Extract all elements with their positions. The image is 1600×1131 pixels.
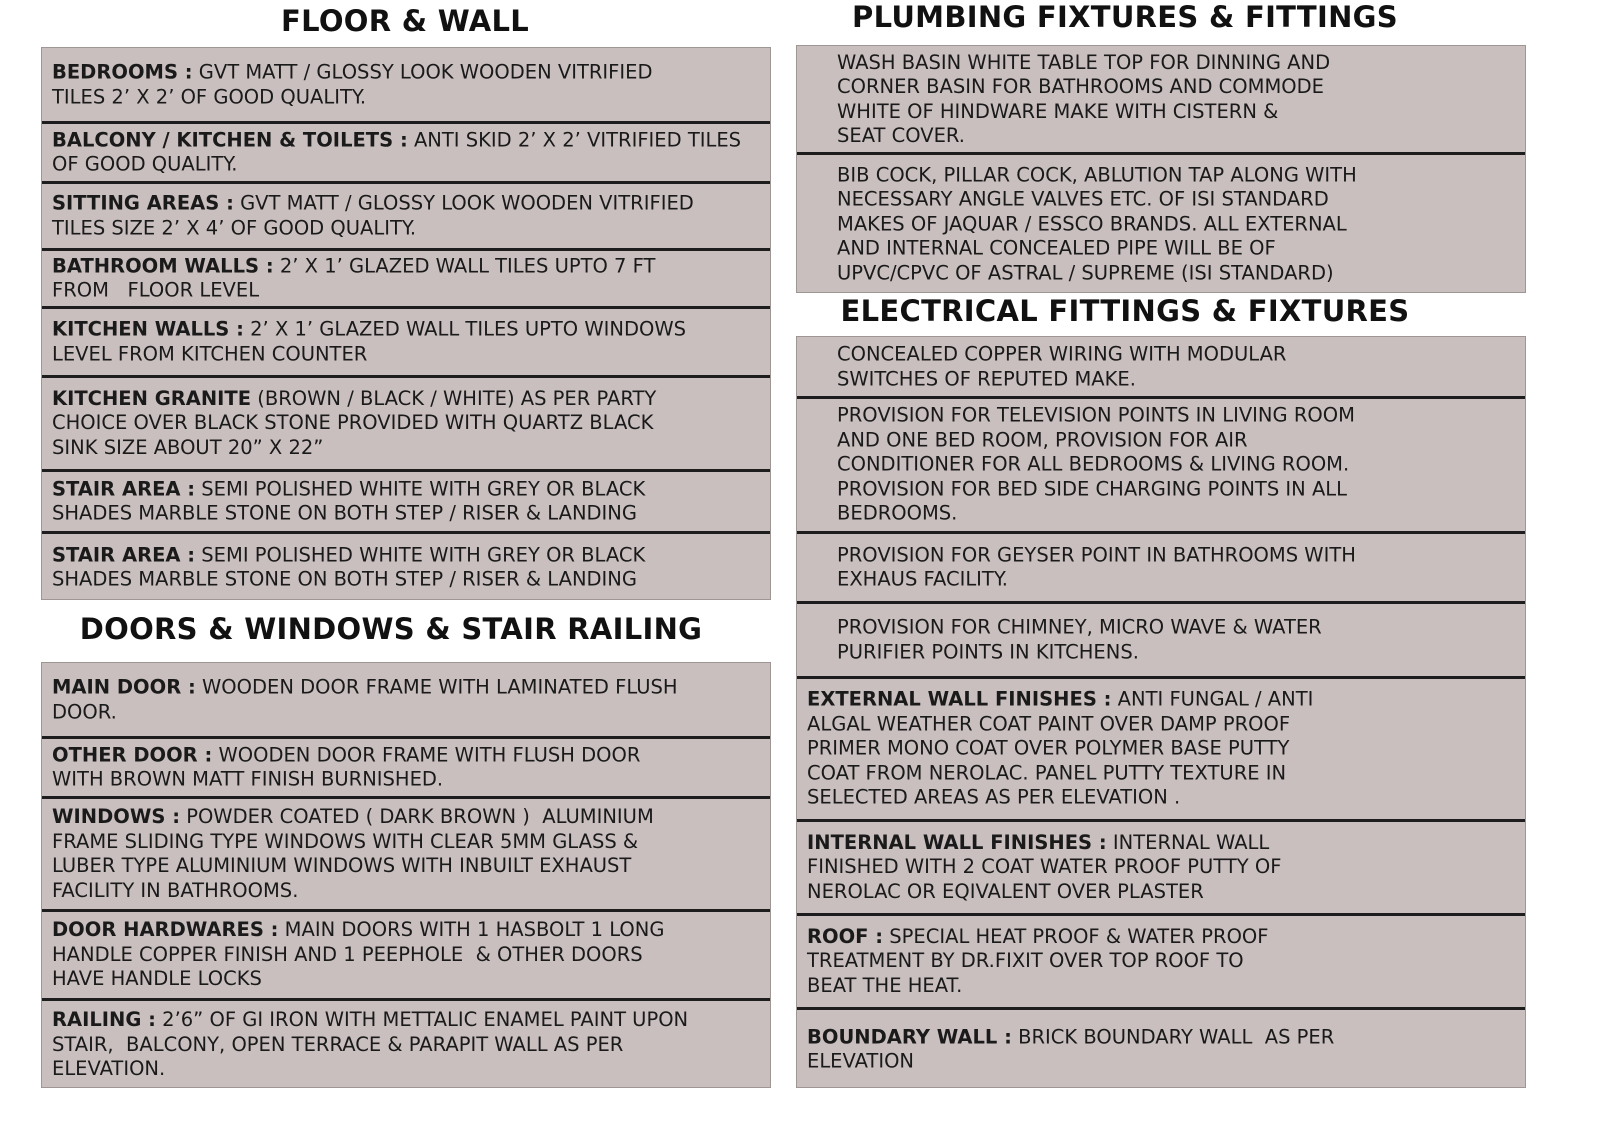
item-text: TREATMENT BY DR.FIXIT OVER TOP ROOF TO: [807, 949, 1244, 973]
item-text: 2’ X 1’ GLAZED WALL TILES UPTO WINDOWS: [243, 317, 686, 341]
item-text: CONCEALED COPPER WIRING WITH MODULAR: [837, 342, 1287, 366]
item-text: SEMI POLISHED WHITE WITH GREY OR BLACK: [195, 542, 646, 566]
item-line: [52, 153, 741, 178]
item-line: [837, 367, 1286, 392]
floor-wall-item: [42, 469, 770, 531]
item-text: FACILITY IN BATHROOMS.: [52, 878, 299, 902]
doors-windows-item: [42, 796, 770, 909]
floor-wall-box: [41, 47, 771, 600]
doors-windows-item: [42, 664, 770, 736]
floor-wall-item: [42, 306, 770, 375]
item-line: [837, 640, 1322, 665]
item-text: ELEVATION.: [52, 1057, 166, 1081]
item-text: WOODEN DOOR FRAME WITH LAMINATED FLUSH: [195, 675, 678, 699]
item-text: ELEVATION: [807, 1049, 915, 1073]
item-line: [837, 100, 1330, 125]
item-label: INTERNAL WALL FINISHES :: [807, 830, 1107, 854]
item-line: [52, 854, 654, 879]
item-text: CHOICE OVER BLACK STONE PROVIDED WITH QUARTZ BLACK: [52, 411, 654, 435]
item-text: SPECIAL HEAT PROOF & WATER PROOF: [883, 924, 1269, 948]
item-line: [807, 1050, 1334, 1075]
item-line: [52, 1057, 688, 1082]
item-line: [837, 50, 1330, 75]
item-text: PROVISION FOR CHIMNEY, MICRO WAVE & WATER: [837, 615, 1322, 639]
item-label: STAIR AREA :: [52, 476, 196, 500]
item-line: [52, 1033, 688, 1058]
floor-wall-item: [42, 531, 770, 601]
electrical-item: [797, 338, 1525, 396]
item-line: [52, 477, 645, 502]
item-text: AND INTERNAL CONCEALED PIPE WILL BE OF: [837, 236, 1276, 260]
item-line: [52, 879, 654, 904]
item-text: MAKES OF JAQUAR / ESSCO BRANDS. ALL EXTERNAL: [837, 212, 1347, 236]
doors-windows-box: [41, 662, 771, 1088]
item-label: ROOF :: [807, 924, 884, 948]
item-label: WINDOWS :: [52, 804, 180, 828]
item-line: [52, 216, 694, 241]
floor-wall-item: [42, 248, 770, 306]
item-line: [52, 436, 656, 461]
item-text: AND ONE BED ROOM, PROVISION FOR AIR: [837, 428, 1248, 452]
item-text: HAVE HANDLE LOCKS: [52, 967, 262, 991]
plumbing-box: [796, 45, 1526, 293]
electrical-item: [797, 819, 1525, 913]
item-text: EXHAUS FACILITY.: [837, 567, 1009, 591]
item-text: WOODEN DOOR FRAME WITH FLUSH DOOR: [212, 742, 641, 766]
item-line: [52, 568, 645, 593]
item-line: [52, 1008, 688, 1033]
item-line: [52, 317, 686, 342]
item-line: [837, 404, 1355, 429]
item-text: FROM FLOOR LEVEL: [52, 278, 260, 302]
item-line: [837, 453, 1355, 478]
item-text: WASH BASIN WHITE TABLE TOP FOR DINNING AND: [837, 50, 1331, 74]
item-text: ANTI SKID 2’ X 2’ VITRIFIED TILES: [407, 127, 742, 151]
plumbing-item: [797, 152, 1525, 294]
item-text: PRIMER MONO COAT OVER POLYMER BASE PUTTY: [807, 736, 1290, 760]
item-text: SHADES MARBLE STONE ON BOTH STEP / RISER & LANDING: [52, 501, 637, 525]
item-label: DOOR HARDWARES :: [52, 918, 279, 942]
item-line: [52, 128, 741, 153]
floor-wall-heading: FLOOR & WALL: [280, 4, 530, 38]
item-text: WITH BROWN MATT FINISH BURNISHED.: [52, 767, 444, 791]
electrical-box: [796, 336, 1526, 1088]
item-text: STAIR, BALCONY, OPEN TERRACE & PARAPIT WALL AS PER: [52, 1032, 624, 1056]
electrical-item: [797, 396, 1525, 531]
item-text: ALGAL WEATHER COAT PAINT OVER DAMP PROOF: [807, 712, 1291, 736]
item-text: NECESSARY ANGLE VALVES ETC. OF ISI STANDARD: [837, 187, 1329, 211]
item-text: NEROLAC OR EQIVALENT OVER PLASTER: [807, 879, 1204, 903]
item-line: [52, 411, 656, 436]
item-line: [52, 829, 654, 854]
item-line: [837, 502, 1355, 527]
item-text: DOOR.: [52, 700, 117, 723]
item-text: COAT FROM NEROLAC. PANEL PUTTY TEXTURE IN: [807, 761, 1287, 785]
floor-wall-item: [42, 181, 770, 248]
item-line: [807, 855, 1281, 880]
item-line: [837, 615, 1322, 640]
item-text: (BROWN / BLACK / WHITE) AS PER PARTY: [251, 386, 657, 410]
item-text: PROVISION FOR GEYSER POINT IN BATHROOMS WITH: [837, 542, 1356, 566]
item-text: WHITE OF HINDWARE MAKE WITH CISTERN &: [837, 99, 1279, 123]
item-text: MAIN DOORS WITH 1 HASBOLT 1 LONG: [278, 918, 665, 942]
item-text: BEDROOMS.: [837, 501, 958, 525]
plumbing-heading: PLUMBING FIXTURES & FITTINGS: [852, 0, 1398, 34]
item-label: EXTERNAL WALL FINISHES :: [807, 687, 1112, 711]
item-text: BIB COCK, PILLAR COCK, ABLUTION TAP ALONG WITH: [837, 163, 1357, 187]
item-label: BALCONY / KITCHEN & TOILETS :: [52, 127, 408, 151]
item-text: GVT MATT / GLOSSY LOOK WOODEN VITRIFIED: [192, 60, 653, 84]
item-text: LEVEL FROM KITCHEN COUNTER: [52, 342, 368, 365]
floor-wall-item: [42, 121, 770, 181]
item-text: OF GOOD QUALITY.: [52, 152, 238, 176]
item-text: PROVISION FOR BED SIDE CHARGING POINTS IN ALL: [837, 477, 1348, 501]
item-line: [807, 786, 1313, 811]
item-text: GVT MATT / GLOSSY LOOK WOODEN VITRIFIED: [233, 191, 694, 215]
item-text: FRAME SLIDING TYPE WINDOWS WITH CLEAR 5MM GLASS &: [52, 829, 639, 853]
item-line: [52, 918, 664, 943]
item-text: FINISHED WITH 2 COAT WATER PROOF PUTTY OF: [807, 855, 1282, 879]
item-line: [837, 163, 1357, 188]
item-label: OTHER DOOR :: [52, 742, 213, 766]
item-text: TILES SIZE 2’ X 4’ OF GOOD QUALITY.: [52, 216, 417, 239]
electrical-item: [797, 676, 1525, 819]
item-text: CONDITIONER FOR ALL BEDROOMS & LIVING ROOM.: [837, 452, 1350, 476]
item-text: SINK SIZE ABOUT 20” X 22”: [52, 435, 324, 459]
item-line: [837, 237, 1357, 262]
item-label: BATHROOM WALLS :: [52, 253, 274, 277]
item-line: [837, 428, 1355, 453]
item-line: [52, 85, 653, 110]
item-label: BEDROOMS :: [52, 60, 193, 84]
item-line: [52, 387, 656, 412]
item-line: [52, 967, 664, 992]
floor-wall-item: [42, 375, 770, 469]
item-line: [807, 688, 1313, 713]
item-line: [52, 60, 653, 85]
item-line: [807, 949, 1269, 974]
item-line: [837, 188, 1357, 213]
item-label: BOUNDARY WALL :: [807, 1024, 1012, 1048]
item-line: [837, 75, 1330, 100]
item-line: [52, 191, 694, 216]
item-label: STAIR AREA :: [52, 542, 196, 566]
doors-windows-item: [42, 909, 770, 998]
item-label: KITCHEN GRANITE: [52, 386, 252, 410]
item-text: SWITCHES OF REPUTED MAKE.: [837, 367, 1136, 390]
item-line: [52, 254, 655, 279]
item-line: [52, 743, 640, 768]
item-text: ANTI FUNGAL / ANTI: [1111, 687, 1314, 711]
plumbing-item: [797, 47, 1525, 152]
item-label: KITCHEN WALLS :: [52, 317, 244, 341]
electrical-item: [797, 531, 1525, 601]
item-text: CORNER BASIN FOR BATHROOMS AND COMMODE: [837, 74, 1324, 98]
item-text: TILES 2’ X 2’ OF GOOD QUALITY.: [52, 85, 367, 108]
item-line: [52, 543, 645, 568]
item-text: UPVC/CPVC OF ASTRAL / SUPREME (ISI STANDARD): [837, 261, 1334, 285]
item-text: HANDLE COPPER FINISH AND 1 PEEPHOLE & OTHER DOORS: [52, 942, 643, 966]
item-text: BEAT THE HEAT.: [807, 973, 963, 997]
item-line: [837, 477, 1355, 502]
item-line: [837, 124, 1330, 149]
item-line: [837, 261, 1357, 286]
item-line: [807, 761, 1313, 786]
item-line: [52, 700, 678, 725]
item-label: MAIN DOOR :: [52, 675, 196, 699]
item-line: [52, 768, 640, 793]
electrical-item: [797, 601, 1525, 676]
item-text: PURIFIER POINTS IN KITCHENS.: [837, 640, 1139, 663]
item-line: [52, 943, 664, 968]
item-line: [837, 342, 1286, 367]
item-text: 2’6” OF GI IRON WITH METTALIC ENAMEL PAINT UPON: [155, 1008, 689, 1032]
item-line: [52, 279, 655, 304]
item-line: [807, 737, 1313, 762]
item-line: [52, 342, 686, 367]
item-line: [52, 675, 678, 700]
item-line: [52, 502, 645, 527]
floor-wall-item: [42, 49, 770, 121]
item-text: POWDER COATED ( DARK BROWN ) ALUMINIUM: [180, 804, 654, 828]
doors-windows-heading: DOORS & WINDOWS & STAIR RAILING: [79, 612, 703, 646]
item-line: [807, 712, 1313, 737]
item-label: SITTING AREAS :: [52, 191, 234, 215]
item-line: [807, 831, 1281, 856]
item-line: [837, 212, 1357, 237]
doors-windows-item: [42, 998, 770, 1089]
item-text: BRICK BOUNDARY WALL AS PER: [1011, 1024, 1335, 1048]
item-text: INTERNAL WALL: [1106, 830, 1270, 854]
item-text: PROVISION FOR TELEVISION POINTS IN LIVING ROOM: [837, 403, 1355, 427]
item-line: [52, 805, 654, 830]
item-line: [837, 568, 1356, 593]
item-line: [807, 1025, 1334, 1050]
item-text: SEMI POLISHED WHITE WITH GREY OR BLACK: [195, 476, 646, 500]
item-text: SELECTED AREAS AS PER ELEVATION .: [807, 785, 1181, 809]
item-line: [807, 925, 1269, 950]
item-line: [807, 974, 1269, 999]
doors-windows-item: [42, 736, 770, 796]
item-text: SEAT COVER.: [837, 124, 965, 148]
item-text: SHADES MARBLE STONE ON BOTH STEP / RISER & LANDING: [52, 567, 637, 591]
item-line: [807, 880, 1281, 905]
item-line: [837, 543, 1356, 568]
electrical-item: [797, 913, 1525, 1007]
item-text: LUBER TYPE ALUMINIUM WINDOWS WITH INBUILT EXHAUST: [52, 854, 632, 877]
item-label: RAILING :: [52, 1008, 156, 1032]
electrical-item: [797, 1007, 1525, 1089]
electrical-heading: ELECTRICAL FITTINGS & FIXTURES: [840, 294, 1410, 328]
item-text: 2’ X 1’ GLAZED WALL TILES UPTO 7 FT: [273, 253, 656, 277]
